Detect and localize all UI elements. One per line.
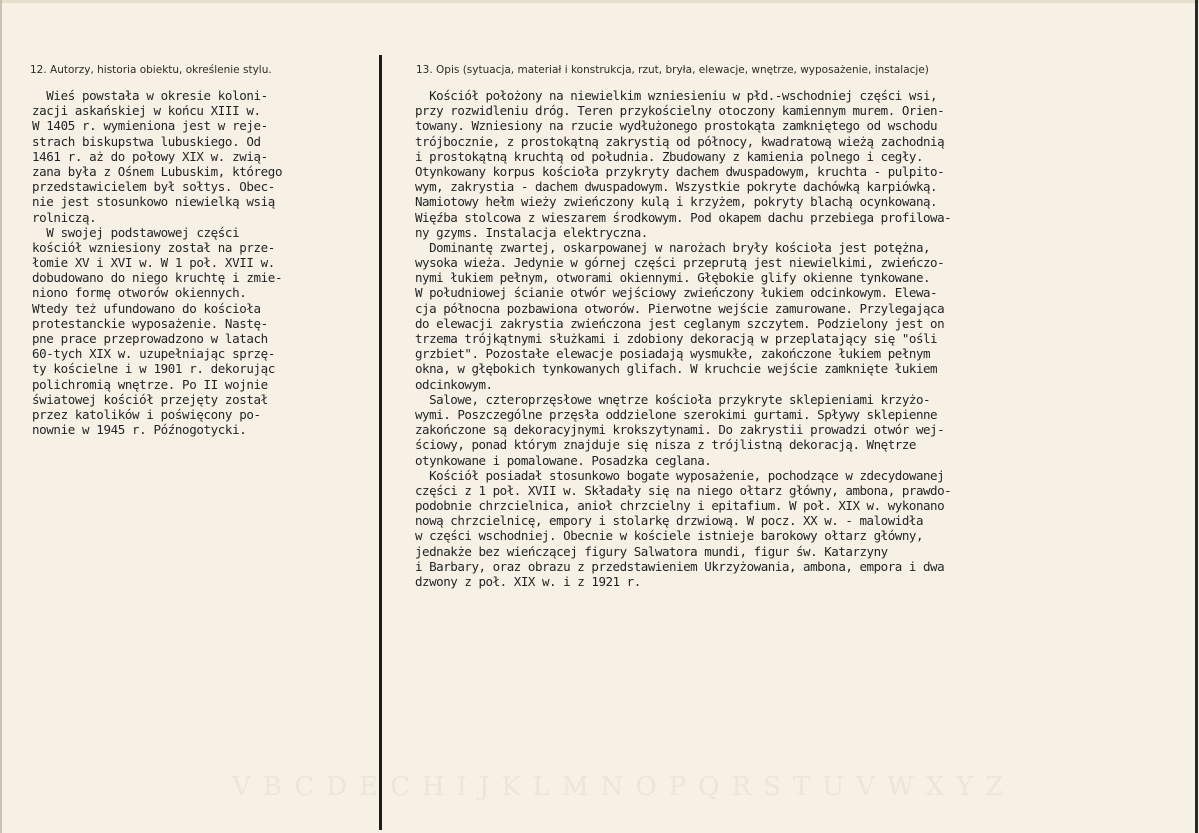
section12-line: Wtedy też ufundowano do kościoła xyxy=(32,300,261,316)
section12-line: 1461 r. aż do połowy XIX w. zwią- xyxy=(32,148,268,164)
section13-line: wymi. Poszczególne przęsła oddzielone szerokimi gurtami. Spływy sklepienne xyxy=(415,406,938,422)
section13-line: i Barbary, oraz obrazu z przedstawieniem Ukrzyżowania, ambona, empora i dwa xyxy=(415,558,945,574)
section12-line: Wieś powstała w okresie koloni- xyxy=(32,88,268,103)
section13-line: zakończone są dekoracyjnymi krokszytynami. Do zakrystii prowadzi otwór wej- xyxy=(415,422,945,438)
section13-line: ściowy, ponad którym znajduje się nisza z trójlistną dekoracją. Wnętrze xyxy=(415,437,916,453)
section13-line: i prostokątną kruchtą od południa. Zbudowany z kamienia polnego i cegły. xyxy=(415,148,924,164)
section13-line: towany. Wzniesiony na rzucie wydłużonego prostokąta zamkniętego od wschodu xyxy=(415,118,938,134)
section13-line: Więźba stolcowa z wieszarem środkowym. Pod okapem dachu przebiega profilowa- xyxy=(415,209,952,225)
section12-line: zacji askańskiej w końcu XIII w. xyxy=(32,103,261,119)
section12-line: W swojej podstawowej części xyxy=(32,224,240,240)
section13-line: trójbocznie, z prostokątną zakrystią od północy, kwadratową wieżą zachodnią xyxy=(415,133,945,149)
section13-line: Otynkowany korpus kościoła przykryty dachem dwuspadowym, kruchta - pulpito- xyxy=(415,163,945,179)
faint-watermark-letters: VBCDECHIJKLMNOPQRSTUVWXYZ xyxy=(232,772,1016,802)
section13-line: dzwony z poł. XIX w. i z 1921 r. xyxy=(415,574,641,589)
card-right-border xyxy=(1195,0,1198,833)
section13-line: odcinkowym. xyxy=(415,376,493,392)
section13-line: okna, w głębokich tynkowanych glifach. W kruchcie wejście zamknięte łukiem xyxy=(415,361,938,377)
section13-line: Salowe, czteroprzęsłowe wnętrze kościoła przykryte sklepieniami krzyżo- xyxy=(415,391,931,407)
section13-line: nową chrzcielnicę, empory i stolarkę drzwiową. W pocz. XX w. - malowidła xyxy=(415,513,924,529)
section12-line: zana była z Ośnem Lubuskim, którego xyxy=(32,163,283,179)
card-top-edge xyxy=(2,0,1199,3)
description-text-column xyxy=(415,88,1190,589)
section13-line: części z 1 poł. XVII w. Składały się na niego ołtarz główny, ambona, prawdo- xyxy=(415,482,952,498)
section13-line: Kościół posiadał stosunkowo bogate wyposażenie, pochodzące w zdecydowanej xyxy=(415,467,945,483)
section12-line: przez katolików i poświęcony po- xyxy=(32,406,261,422)
section12-line: polichromią wnętrze. Po II wojnie xyxy=(32,376,268,392)
section13-line: Dominantę zwartej, oskarpowanej w narożach bryły kościoła jest potężna, xyxy=(415,239,931,255)
section12-line: nie jest stosunkowo niewielką wsią xyxy=(32,194,275,210)
section13-line: otynkowane i pomalowane. Posadzka ceglana. xyxy=(415,452,712,468)
history-text-column xyxy=(32,88,374,437)
section12-line: kościół wzniesiony został na prze- xyxy=(32,239,275,255)
section12-line: 60-tych XIX w. uzupełniając sprzę- xyxy=(32,346,275,362)
section13-line: podobnie chrzcielnica, anioł chrzcielny i epitafium. W poł. XIX w. wykonano xyxy=(415,498,945,514)
section13-line: nymi łukiem pełnym, otworami okiennymi. Głębokie glify okienne tynkowane. xyxy=(415,270,931,286)
section12-line: ty kościelne i w 1901 r. dekorując xyxy=(32,361,275,377)
section13-line: w części wschodniej. Obecnie w kościele istnieje barokowy ołtarz główny, xyxy=(415,528,924,544)
section13-line: grzbiet". Pozostałe elewacje posiadają wysmukłe, zakończone łukiem pełnym xyxy=(415,346,931,362)
section13-line: Namiotowy hełm wieży zwieńczony kulą i krzyżem, pokryty blachą ocynkowaną. xyxy=(415,194,938,210)
column-divider xyxy=(379,55,382,830)
section13-line: cja północna pozbawiona otworów. Pierwotne wejście zamurowane. Przylegająca xyxy=(415,300,945,316)
section12-line: strach biskupstwa lubuskiego. Od xyxy=(32,133,261,149)
section13-line: wysoka wieża. Jedynie w górnej części przeprutą jest niewielkimi, zwieńczo- xyxy=(415,255,945,271)
section-13-heading: 13. Opis (sytuacja, materiał i konstrukcja, rzut, bryła, elewacje, wnętrze, wyposażenie, instalacje) xyxy=(416,64,929,76)
section12-line: nownie w 1945 r. Późnogotycki. xyxy=(32,422,247,438)
section13-line: do elewacji zakrystia zwieńczona jest ceglanym szczytem. Podzielony jest on xyxy=(415,315,945,331)
section12-line: przedstawicielem był sołtys. Obec- xyxy=(32,179,275,195)
section12-line: W 1405 r. wymieniona jest w reje- xyxy=(32,118,268,134)
section12-line: niono formę otworów okiennych. xyxy=(32,285,247,301)
section12-line: protestanckie wyposażenie. Nastę- xyxy=(32,315,268,331)
section13-line: trzema trójkątnymi służkami i zdobiony dekoracją w przeplatający się "ośli xyxy=(415,331,938,346)
section12-line: rolniczą. xyxy=(32,209,97,225)
section-12-heading: 12. Autorzy, historia obiektu, określenie stylu. xyxy=(30,64,272,76)
section13-line: jednakże bez wieńczącej figury Salwatora mundi, figur św. Katarzyny xyxy=(415,543,888,559)
section12-line: łomie XV i XVI w. W 1 poł. XVII w. xyxy=(32,255,275,271)
section12-line: światowej kościół przejęty został xyxy=(32,391,268,407)
section12-line: pne prace przeprowadzono w latach xyxy=(32,331,268,346)
section13-line: wym, zakrystia - dachem dwuspadowym. Wszystkie pokryte dachówką karpiówką. xyxy=(415,179,938,195)
section13-line: ny gzyms. Instalacja elektryczna. xyxy=(415,224,648,240)
section12-line: dobudowano do niego kruchtę i zmie- xyxy=(32,270,283,286)
section13-line: Kościół położony na niewielkim wzniesieniu w płd.-wschodniej części wsi, xyxy=(415,88,938,103)
section13-line: przy rozwidleniu dróg. Teren przykościelny otoczony kamiennym murem. Orien- xyxy=(415,103,945,119)
section13-line: W południowej ścianie otwór wejściowy zwieńczony łukiem odcinkowym. Elewa- xyxy=(415,285,938,301)
